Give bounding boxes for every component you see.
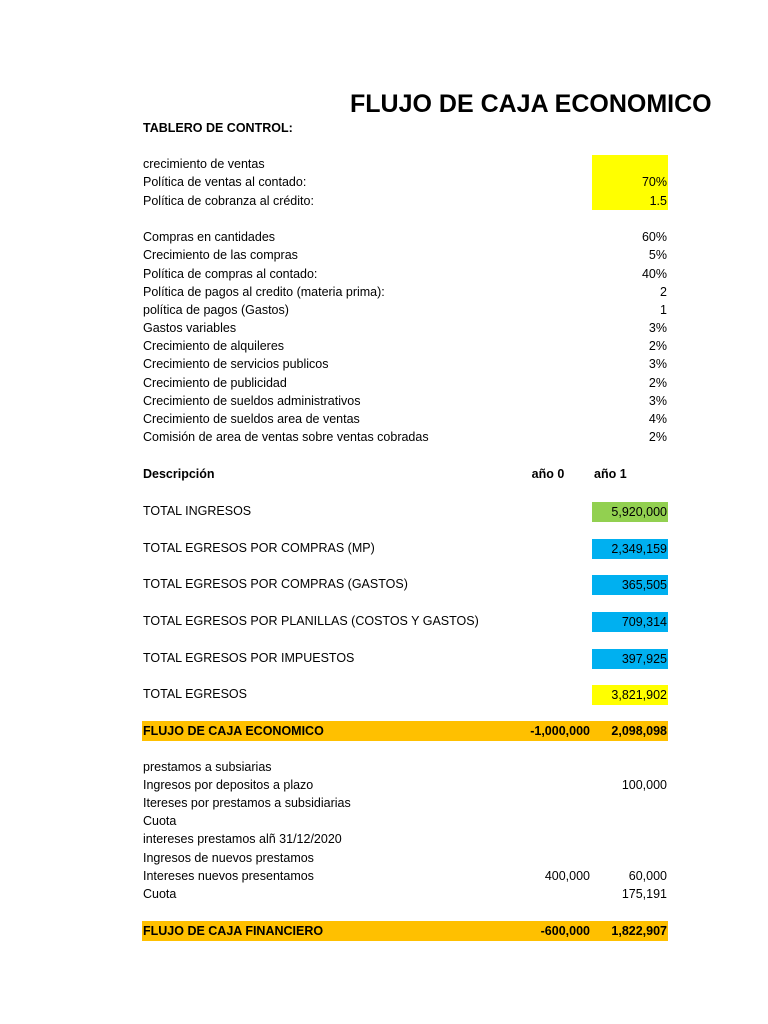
value-total-egresos: 3,821,902	[592, 685, 668, 705]
financing-row	[142, 812, 668, 830]
control-label: Política de compras al contado:	[143, 267, 318, 281]
financing-value-y1: 175,191	[621, 887, 667, 901]
financing-row	[142, 885, 668, 903]
value-compras-gastos: 365,505	[592, 575, 668, 595]
control-value[interactable]: 2	[660, 285, 667, 299]
value-flujo-economico-y1: 2,098,098	[611, 724, 667, 738]
control-row	[142, 301, 668, 319]
label-impuestos: TOTAL EGRESOS POR IMPUESTOS	[143, 651, 355, 665]
control-row	[142, 392, 668, 410]
financing-label: Ingresos de nuevos prestamos	[143, 851, 314, 865]
value-flujo-financiero-y0: -600,000	[540, 924, 590, 938]
row-impuestos	[142, 649, 668, 667]
financing-label: intereses prestamos alñ 31/12/2020	[143, 832, 342, 846]
control-label: Crecimiento de alquileres	[143, 339, 285, 353]
label-compras-gastos: TOTAL EGRESOS POR COMPRAS (GASTOS)	[143, 577, 408, 591]
control-row	[142, 173, 668, 191]
control-row	[142, 228, 668, 246]
financing-value-y1: 100,000	[621, 778, 667, 792]
control-value[interactable]: 40%	[641, 267, 667, 281]
control-row	[142, 355, 668, 373]
label-flujo-economico: FLUJO DE CAJA ECONOMICO	[143, 724, 324, 738]
control-label: Crecimiento de sueldos administrativos	[143, 394, 361, 408]
value-impuestos: 397,925	[592, 649, 668, 669]
control-value[interactable]: 70%	[641, 175, 667, 189]
label-planillas: TOTAL EGRESOS POR PLANILLAS (COSTOS Y GASTOS)	[143, 614, 479, 628]
label-compras-mp: TOTAL EGRESOS POR COMPRAS (MP)	[143, 541, 375, 555]
control-row	[142, 428, 668, 446]
value-total-ingresos: 5,920,000	[592, 502, 668, 522]
financing-label: Itereses por prestamos a subsidiarias	[143, 796, 351, 810]
control-value[interactable]: 3%	[648, 321, 667, 335]
financing-label: Ingresos por depositos a plazo	[143, 778, 314, 792]
label-total-ingresos: TOTAL INGRESOS	[143, 504, 252, 518]
header-descripcion: Descripción	[143, 467, 215, 481]
header-anio1: año 1	[594, 467, 627, 481]
financing-row	[142, 830, 668, 848]
financing-row	[142, 867, 668, 885]
control-label: Compras en cantidades	[143, 230, 276, 244]
control-row	[142, 265, 668, 283]
control-label: Política de pagos al credito (materia prima):	[143, 285, 385, 299]
control-row	[142, 337, 668, 355]
tablero-heading	[142, 119, 668, 137]
control-value[interactable]: 2%	[648, 339, 667, 353]
financing-value-y0: 400,000	[544, 869, 590, 883]
control-value[interactable]: 2%	[648, 430, 667, 444]
row-flujo-financiero	[142, 921, 668, 941]
financing-label: Cuota	[143, 814, 177, 828]
control-label: Crecimiento de publicidad	[143, 376, 287, 390]
control-label: Gastos variables	[143, 321, 237, 335]
row-flujo-economico	[142, 721, 668, 741]
financing-row	[142, 849, 668, 867]
row-total-egresos	[142, 685, 668, 703]
value-flujo-financiero-y1: 1,822,907	[611, 924, 667, 938]
financing-label: Cuota	[143, 887, 177, 901]
control-row	[142, 319, 668, 337]
column-header-row	[142, 465, 668, 483]
value-compras-mp: 2,349,159	[592, 539, 668, 559]
control-label: Política de ventas al contado:	[143, 175, 307, 189]
value-flujo-economico-y0: -1,000,000	[530, 724, 590, 738]
financing-row	[142, 758, 668, 776]
financing-row	[142, 776, 668, 794]
control-value[interactable]: 60%	[641, 230, 667, 244]
control-row	[142, 410, 668, 428]
control-row	[142, 283, 668, 301]
financing-label: Intereses nuevos presentamos	[143, 869, 314, 883]
sheet-title: FLUJO DE CAJA ECONOMICO	[350, 90, 712, 118]
row-planillas	[142, 612, 668, 630]
control-label: Crecimiento de sueldos area de ventas	[143, 412, 360, 426]
control-value[interactable]: 3%	[648, 357, 667, 371]
control-label: Política de cobranza al crédito:	[143, 194, 314, 208]
control-row	[142, 210, 668, 228]
label-total-egresos: TOTAL EGRESOS	[143, 687, 247, 701]
control-row	[142, 246, 668, 264]
row-compras-mp	[142, 539, 668, 557]
control-label: Comisión de area de ventas sobre ventas cobradas	[143, 430, 429, 444]
financing-value-y1: 60,000	[628, 869, 667, 883]
header-anio0: año 0	[531, 467, 565, 481]
financing-row	[142, 794, 668, 812]
value-planillas: 709,314	[592, 612, 668, 632]
tablero-label: TABLERO DE CONTROL:	[143, 121, 293, 135]
control-value[interactable]: 4%	[648, 412, 667, 426]
control-value[interactable]: 1.5	[649, 194, 667, 208]
control-value[interactable]: 1	[660, 303, 667, 317]
control-label: crecimiento de ventas	[143, 157, 265, 171]
row-total-ingresos	[142, 502, 668, 520]
financing-label: prestamos a subsiarias	[143, 760, 272, 774]
control-row	[142, 374, 668, 392]
control-value[interactable]: 3%	[648, 394, 667, 408]
control-row	[142, 192, 668, 210]
control-row	[142, 155, 668, 173]
label-flujo-financiero: FLUJO DE CAJA FINANCIERO	[143, 924, 324, 938]
control-label: Crecimiento de las compras	[143, 248, 298, 262]
control-label: Crecimiento de servicios publicos	[143, 357, 329, 371]
control-value[interactable]: 5%	[648, 248, 667, 262]
row-compras-gastos	[142, 575, 668, 593]
control-label: política de pagos (Gastos)	[143, 303, 289, 317]
control-value[interactable]: 2%	[648, 376, 667, 390]
